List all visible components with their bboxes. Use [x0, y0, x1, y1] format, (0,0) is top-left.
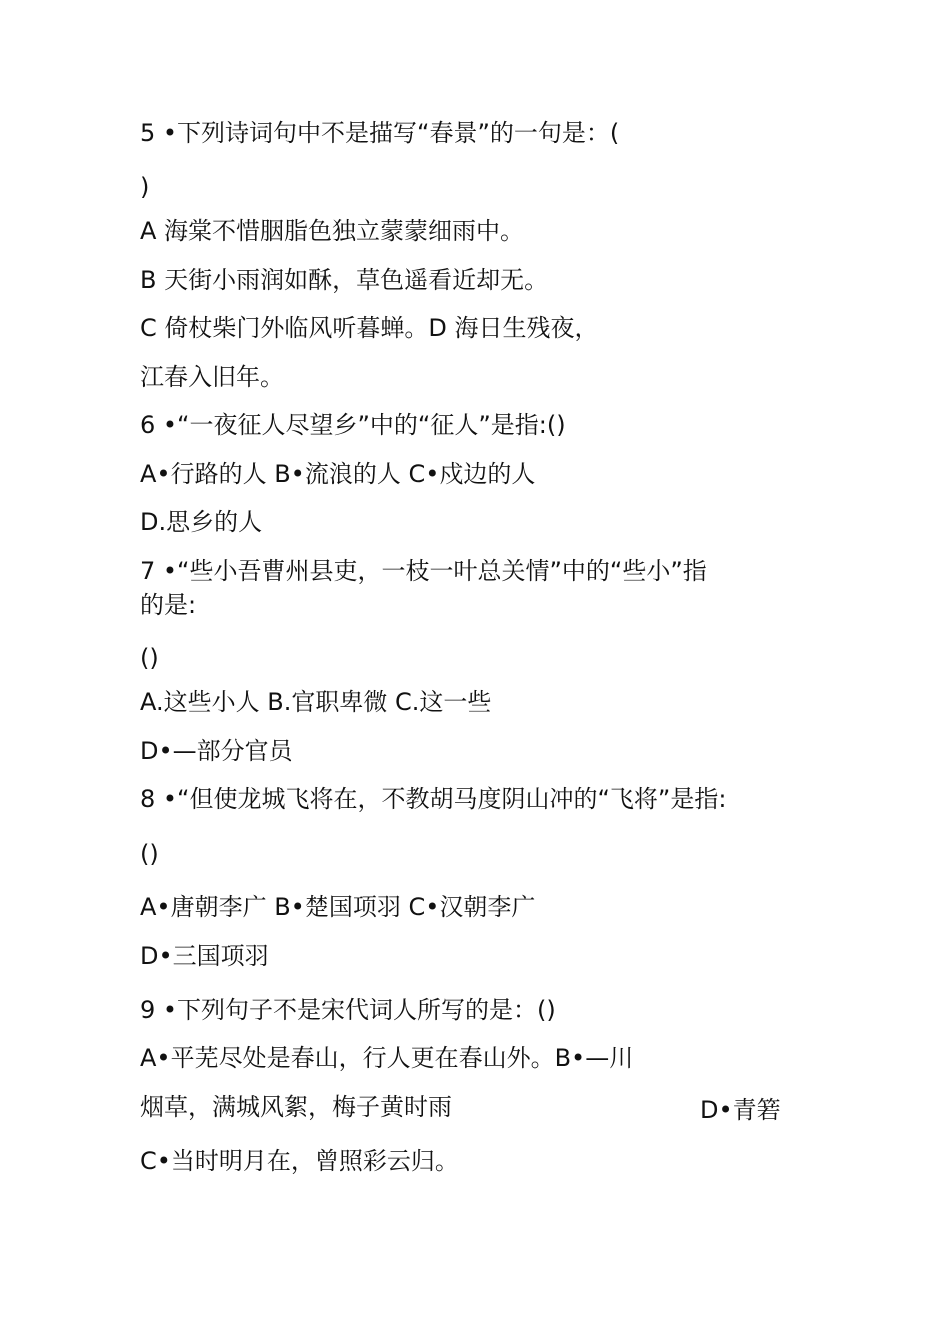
question-5-stem: 5 •下列诗词句中不是描写“春景”的一句是：( — [140, 119, 620, 147]
question-5-stem-close: ) — [140, 173, 150, 201]
question-8-stem: 8 •“但使龙城飞将在，不教胡马度阴山冲的“飞将”是指: — [140, 785, 727, 813]
question-5-option-b: B 天街小雨润如酥，草色遥看近却无。 — [140, 266, 549, 294]
question-7-stem: 7 •“些小吾曹州县吏，一枝一叶总关情”中的“些小”指 — [140, 557, 707, 585]
question-9-option-c: C•当时明月在，曾照彩云归。 — [140, 1147, 459, 1175]
question-7-paren: () — [140, 644, 159, 672]
question-5-option-d-cont: 江春入旧年。 — [140, 363, 284, 391]
question-9-option-a-b: A•平芜尽处是春山，行人更在春山外。B•—川 — [140, 1044, 634, 1072]
question-5-option-c-d: C 倚杖柴门外临风听暮蝉。D 海日生残夜， — [140, 314, 599, 342]
question-9-option-b-cont: 烟草，满城风絮，梅子黄时雨 — [140, 1093, 452, 1121]
question-7-options-abc: A.这些小人 B.官职卑微 C.这一些 — [140, 688, 492, 716]
question-6-option-d: D.思乡的人 — [140, 508, 263, 536]
question-5-option-a: A 海棠不惜胭脂色独立蒙蒙细雨中。 — [140, 217, 525, 245]
question-8-paren: () — [140, 840, 159, 868]
question-9-option-d: D•青箬 — [700, 1096, 781, 1124]
question-8-option-d: D•三国项羽 — [140, 942, 269, 970]
question-6-options-abc: A•行路的人 B•流浪的人 C•戍边的人 — [140, 460, 536, 488]
question-8-options-abc: A•唐朝李广 B•楚国项羽 C•汉朝李广 — [140, 893, 536, 921]
question-9-stem: 9 •下列句子不是宋代词人所写的是：() — [140, 996, 556, 1024]
question-7-stem-cont: 的是: — [140, 591, 197, 619]
question-6-stem: 6 •“一夜征人尽望乡”中的“征人”是指:() — [140, 411, 566, 439]
question-7-option-d: D•—部分官员 — [140, 737, 293, 765]
